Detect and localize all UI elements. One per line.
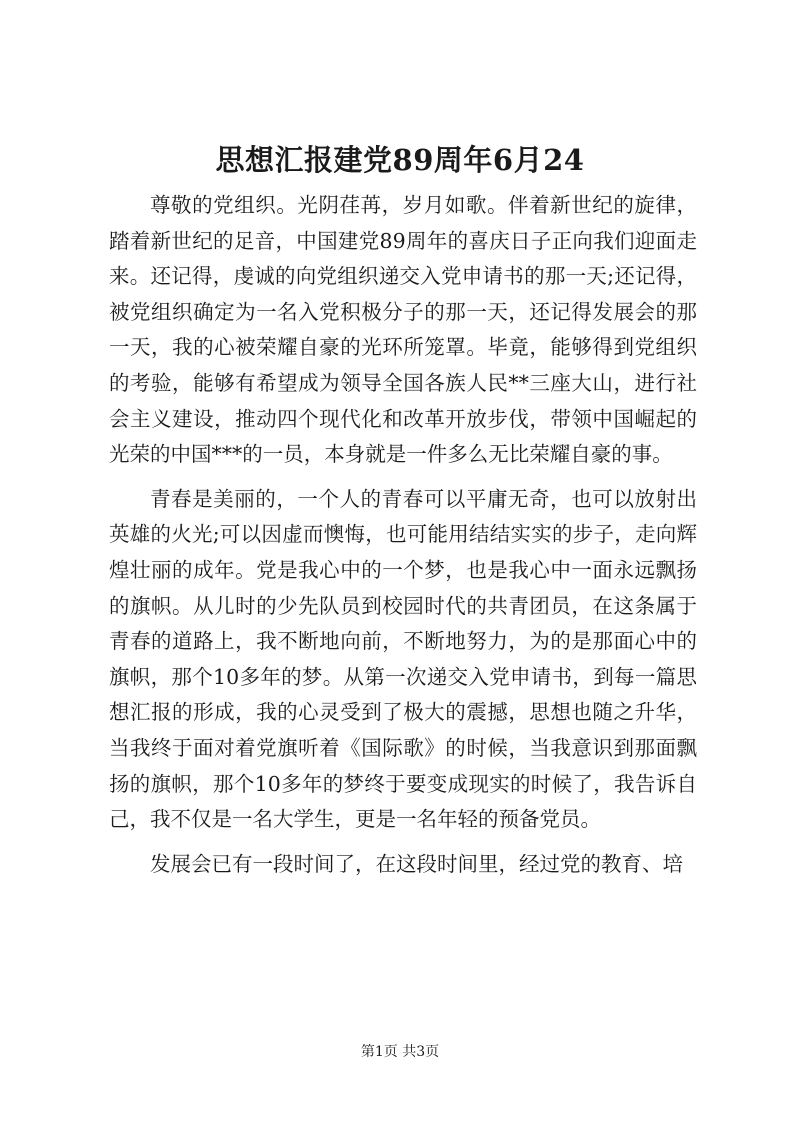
page-number: 第1页 共3页 bbox=[360, 1044, 440, 1060]
paragraph-2: 青春是美丽的，一个人的青春可以平庸无奇，也可以放射出英雄的火光;可以因虚而懊悔，也可能用结结实实的步子，走向辉煌壮丽的成年。党是我心中的一个梦，也是我心中一面永远飘扬的旗帜。从儿时的少先队员到校园时代的共青团员，在这条属于青春的道路上，我不断地向前，不断地努力，为的是那面心中的旗帜，那个10多年的梦。从第一次递交入党申请书，到每一篇思想汇报的形成，我的心灵受到了极大的震撼，思想也随之升华，当我终于面对着党旗听着《国际歌》的时候，当我意识到那面飘扬的旗帜，那个10多年的梦终于要变成现实的时候了，我告诉自己，我不仅是一名大学生，更是一名年轻的预备党员。 bbox=[109, 486, 697, 832]
paragraph-1: 尊敬的党组织。光阴荏苒，岁月如歌。伴着新世纪的旋律，踏着新世纪的足音，中国建党89周年的喜庆日子正向我们迎面走来。还记得，虔诚的向党组织递交入党申请书的那一天;还记得，被党组织确定为一名入党积极分子的那一天，还记得发展会的那一天，我的心被荣耀自豪的光环所笼罩。毕竟，能够得到党组织的考验，能够有希望成为领导全国各族人民**三座大山，进行社会主义建设，推动四个现代化和改革开放步伐，带领中国崛起的光荣的中国***的一员，本身就是一件多么无比荣耀自豪的事。 bbox=[109, 193, 697, 467]
document-title: 思想汇报建党89周年6月24 bbox=[215, 143, 585, 177]
paragraph-3: 发展会已有一段时间了，在这段时间里，经过党的教育、培 bbox=[150, 851, 683, 876]
page-footer bbox=[0, 1042, 800, 1062]
document-body bbox=[109, 188, 697, 882]
